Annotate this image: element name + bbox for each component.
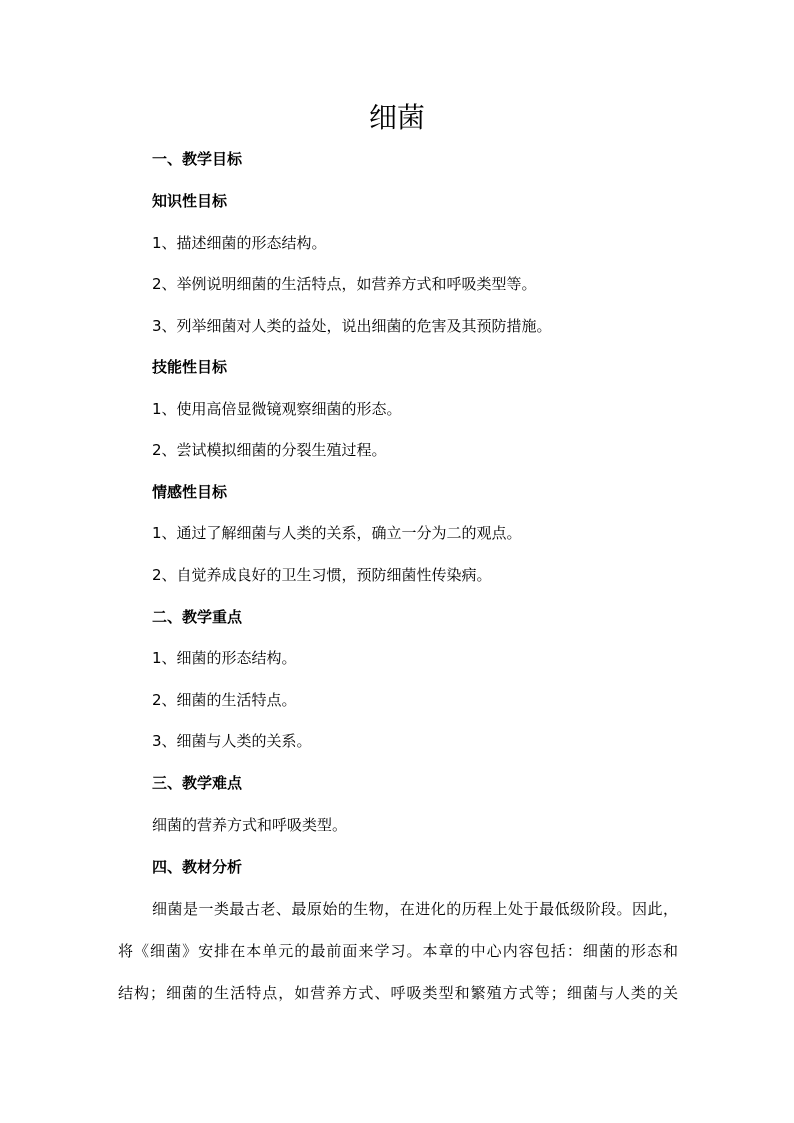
subheading-emotion: 情感性目标 [152, 483, 228, 501]
section-heading-goals: 一、教学目标 [152, 150, 243, 168]
list-item: 1、细菌的形态结构。 [152, 649, 297, 667]
difficulty-text: 细菌的营养方式和呼吸类型。 [152, 816, 348, 834]
list-item: 2、细菌的生活特点。 [152, 691, 297, 709]
section-heading-key-points: 二、教学重点 [152, 608, 243, 626]
analysis-paragraph-line: 将《细菌》安排在本单元的最前面来学习。本章的中心内容包括：细菌的形态和 [118, 942, 678, 960]
list-item: 1、通过了解细菌与人类的关系，确立一分为二的观点。 [152, 524, 522, 542]
list-item: 1、描述细菌的形态结构。 [152, 234, 327, 252]
subheading-skill: 技能性目标 [152, 358, 228, 376]
analysis-paragraph-line: 细菌是一类最古老、最原始的生物，在进化的历程上处于最低级阶段。因此， [152, 900, 678, 918]
document-title: 细菌 [368, 101, 425, 134]
list-item: 1、使用高倍显微镜观察细菌的形态。 [152, 400, 402, 418]
section-heading-analysis: 四、教材分析 [152, 858, 243, 876]
list-item: 3、列举细菌对人类的益处，说出细菌的危害及其预防措施。 [152, 317, 552, 335]
section-heading-difficulty: 三、教学难点 [152, 774, 243, 792]
list-item: 2、举例说明细菌的生活特点，如营养方式和呼吸类型等。 [152, 275, 537, 293]
list-item: 2、尝试模拟细菌的分裂生殖过程。 [152, 441, 387, 459]
list-item: 2、自觉养成良好的卫生习惯，预防细菌性传染病。 [152, 566, 492, 584]
subheading-knowledge: 知识性目标 [152, 192, 228, 210]
analysis-paragraph-line: 结构；细菌的生活特点，如营养方式、呼吸类型和繁殖方式等；细菌与人类的关 [118, 984, 678, 1002]
list-item: 3、细菌与人类的关系。 [152, 732, 312, 750]
